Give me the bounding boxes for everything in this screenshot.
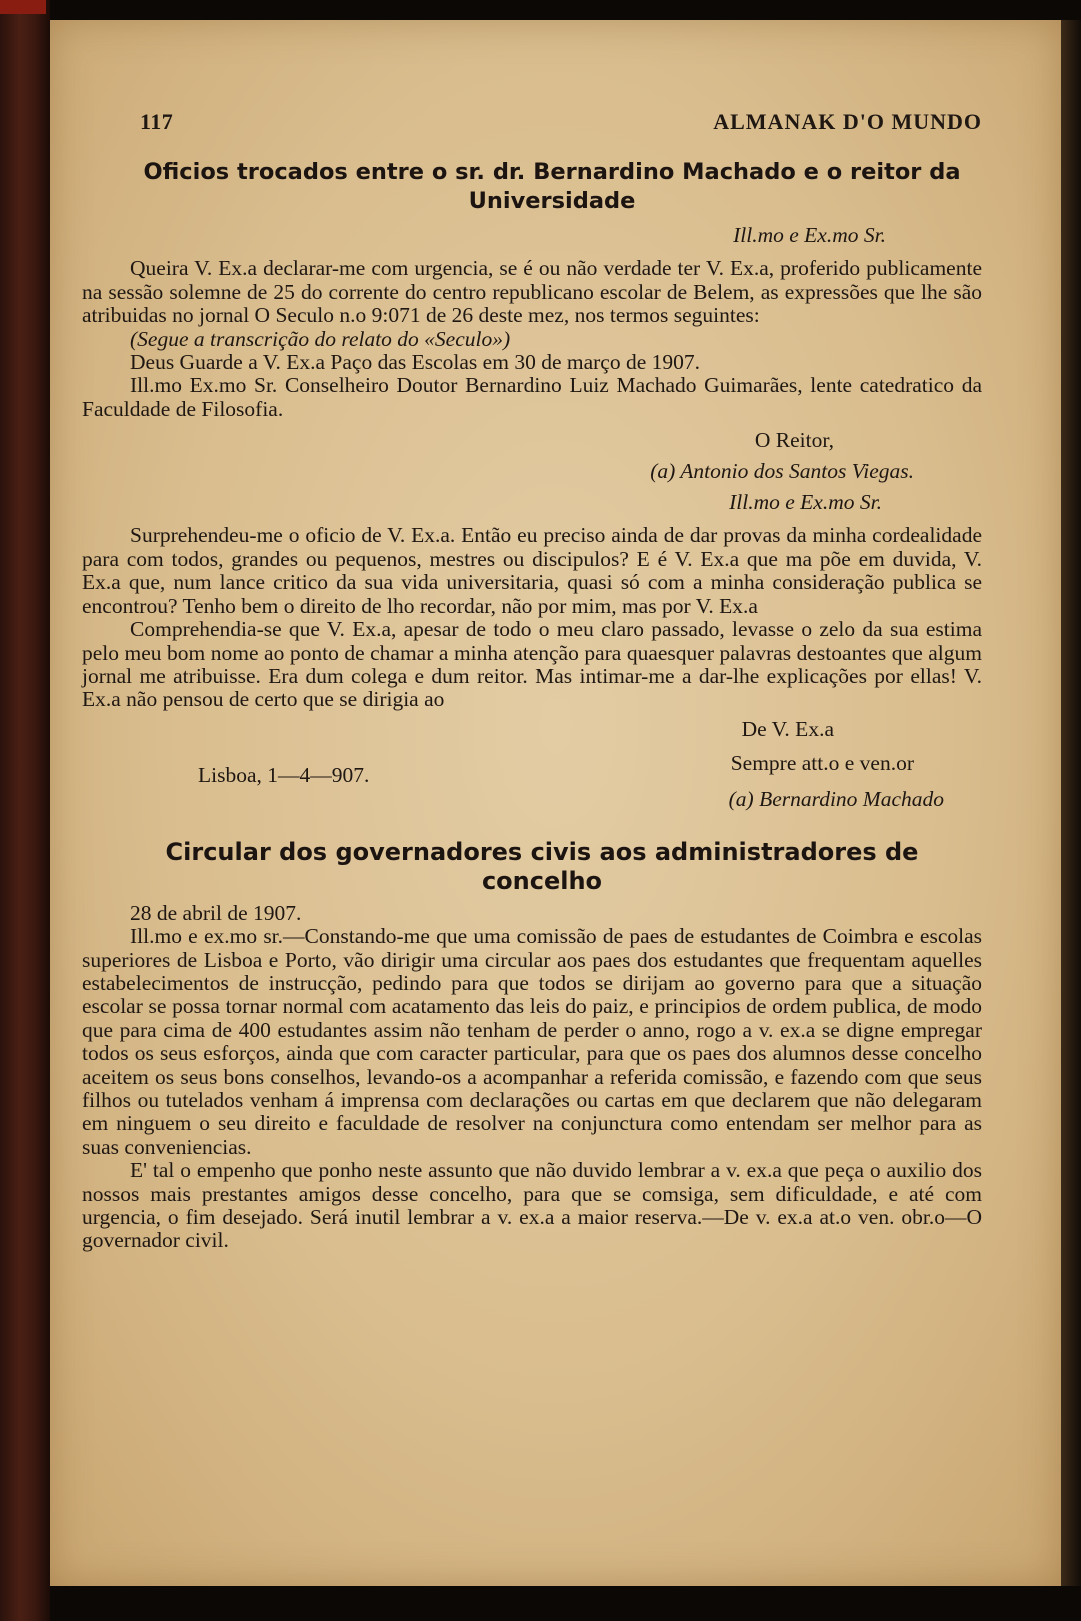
letter2-salutation: Ill.mo e Ex.mo Sr. bbox=[729, 490, 882, 515]
page-content bbox=[82, 78, 982, 1253]
page-edge bbox=[1061, 20, 1081, 1586]
circular-date: 28 de abril de 1907. bbox=[130, 900, 302, 925]
letter2-closing-block bbox=[82, 718, 982, 816]
letter1-signature: (a) Antonio dos Santos Viegas. bbox=[650, 458, 914, 483]
section-title-oficios: Oficios trocados entre o sr. dr. Bernardino Machado e o reitor da Universidade bbox=[143, 159, 961, 214]
letter2-closing: Sempre att.o e ven.or bbox=[730, 750, 914, 775]
circular-paragraph: E' tal o empenho que ponho neste assunto que não duvido lembrar a v. ex.a que peça o auxilio dos nossos mais prestantes amigos desse concelho, para que se comsiga, sem dificuldade, e até com urgencia, o fim desejado. Será inutil lembrar a v. ex.a a maior reserva.—De v. ex.a at.o ven. obr.o—O governador civil. bbox=[82, 1158, 982, 1253]
letter1-paragraph: Deus Guarde a V. Ex.a Paço das Escolas em 30 de março de 1907. bbox=[130, 350, 700, 375]
letter2-signature: (a) Bernardino Machado bbox=[728, 786, 944, 811]
letter2-paragraph: Surprehendeu-me o oficio de V. Ex.a. Então eu preciso ainda de dar provas da minha cordealidade para com todos, grandes ou pequenos, mestres ou discipulos? E é V. Ex.a que ma põe em duvida, V. Ex.a que, num lance critico da sua vida universitaria, quasi só com a minha consideração publica se encontrou? Tenho bem o direito de lho recordar, não por mim, mas por V. Ex.a bbox=[82, 523, 982, 618]
letter2-place-date: Lisboa, 1—4—907. bbox=[198, 762, 370, 787]
running-header bbox=[82, 78, 982, 134]
running-title: ALMANAK D'O MUNDO bbox=[713, 109, 982, 134]
letter1-salutation: Ill.mo e Ex.mo Sr. bbox=[733, 223, 886, 247]
page-number: 117 bbox=[140, 109, 174, 134]
letter2-closing: De V. Ex.a bbox=[741, 716, 834, 741]
spine-red-mark bbox=[0, 0, 46, 14]
book-spine bbox=[0, 0, 50, 1621]
circular-paragraph: Ill.mo e ex.mo sr.—Constando-me que uma comissão de paes de estudantes de Coimbra e escolas superiores de Lisboa e Porto, vão dirigir uma circular aos paes dos estudantes que frequentam aquelles estabelecimentos de instrucção, pedindo para que todos se dirijam ao governo para que a situação escolar se possa tornar normal com acatamento das leis do paiz, e principios de ordem publica, de modo que para cima de 400 estudantes assim não tenham de perder o anno, rogo a v. ex.a se digne empregar todos os seus esforços, ainda que com caracter particular, para que os paes dos alumnos desse concelho aceitem os seus bons conselhos, levando-os a acompanhar a referida comissão, e fazendo com que seus filhos ou tutelados venham á imprensa com declarações ou cartas em que declarem que não delegaram em ninguem o seu direito e faculdade de resolver na conjunctura como entendam ser melhor para as suas conveniencias. bbox=[82, 924, 982, 1159]
letter2-paragraph: Comprehendia-se que V. Ex.a, apesar de todo o meu claro passado, levasse o zelo da sua estima pelo meu bom nome ao ponto de chamar a minha atenção para quaesquer palavras destoantes que algum jornal me atribuisse. Era dum colega e dum reitor. Mas intimar-me a dar-lhe explicações por ellas! V. Ex.a não pensou de certo que se dirigia ao bbox=[82, 617, 982, 712]
letter1-addressee: Ill.mo Ex.mo Sr. Conselheiro Doutor Bernardino Luiz Machado Guimarães, lente catedratico da Faculdade de Filosofia. bbox=[82, 373, 982, 421]
letter1-paragraph: Queira V. Ex.a declarar-me com urgencia, se é ou não verdade ter V. Ex.a, proferido publicamente na sessão solemne de 25 do corrente do centro republicano escolar de Belem, as expressões que lhe são atribuidas no jornal O Seculo n.o 9:071 de 26 deste mez, nos termos seguintes: bbox=[82, 256, 982, 328]
section-title-circular: Circular dos governadores civis aos administradores de concelho bbox=[165, 837, 919, 895]
letter1-paragraph: (Segue a transcrição do relato do «Seculo») bbox=[130, 326, 511, 351]
letter1-closing: O Reitor, bbox=[754, 428, 834, 453]
